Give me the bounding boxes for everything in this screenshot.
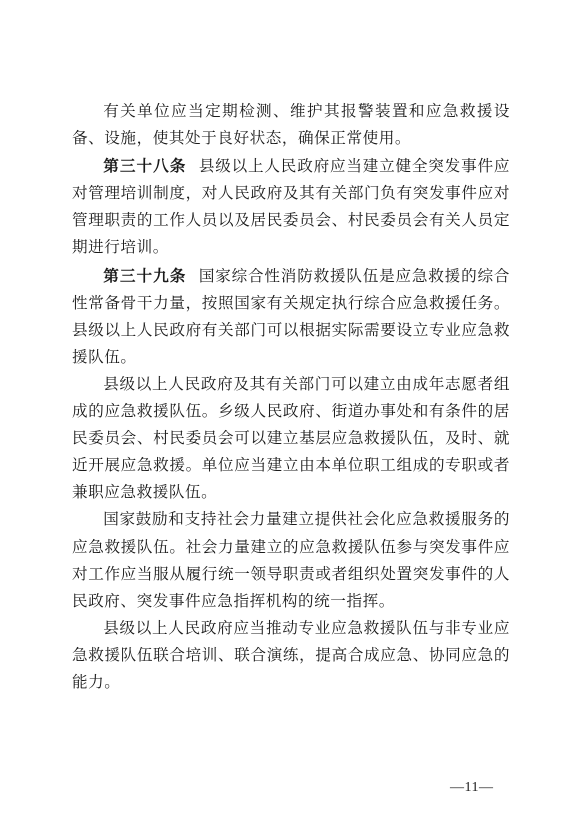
- paragraph-text: 国家鼓励和支持社会力量建立提供社会化应急救援服务的应急救援队伍。社会力量建立的应急救援队伍参与突发事件应对工作应当服从履行统一领导职责或者组织处置突发事件的人民政府、突发事件应急指挥机构的统一指挥。: [72, 510, 510, 610]
- article-39-paragraph: [72, 262, 510, 371]
- paragraph-6: [72, 615, 510, 696]
- page-number: —11—: [450, 780, 494, 795]
- paragraph-text: 县级以上人民政府及其有关部门可以建立由成年志愿者组成的应急救援队伍。乡级人民政府、街道办事处和有条件的居民委员会、村民委员会可以建立基层应急救援队伍，及时、就近开展应急救援。单位应当建立由本单位职工组成的专职或者兼职应急救援队伍。: [72, 374, 510, 502]
- paragraph-text: 有关单位应当定期检测、维护其报警装置和应急救援设备、设施，使其处于良好状态，确保正常使用。: [72, 102, 510, 148]
- article-number: 第三十九条: [103, 265, 187, 285]
- paragraph-text: 国家综合性消防救援队伍是应急救援的综合性常备骨干力量，按照国家有关规定执行综合应急救援任务。县级以上人民政府有关部门可以根据实际需要设立专业应急救援队伍。: [72, 266, 510, 366]
- article-number: 第三十八条: [103, 156, 187, 176]
- paragraph-1: [72, 98, 510, 152]
- paragraph-text: 县级以上人民政府应当建立健全突发事件应对管理培训制度，对人民政府及其有关部门负有突发事件应对管理职责的工作人员以及居民委员会、村民委员会有关人员定期进行培训。: [72, 157, 510, 257]
- paragraph-4: [72, 371, 510, 506]
- paragraph-text: 县级以上人民政府应当推动专业应急救援队伍与非专业应急救援队伍联合培训、联合演练，提高合成应急、协同应急的能力。: [72, 618, 510, 691]
- paragraph-5: [72, 506, 510, 614]
- document-body: [72, 98, 510, 696]
- article-38-paragraph: [72, 152, 510, 261]
